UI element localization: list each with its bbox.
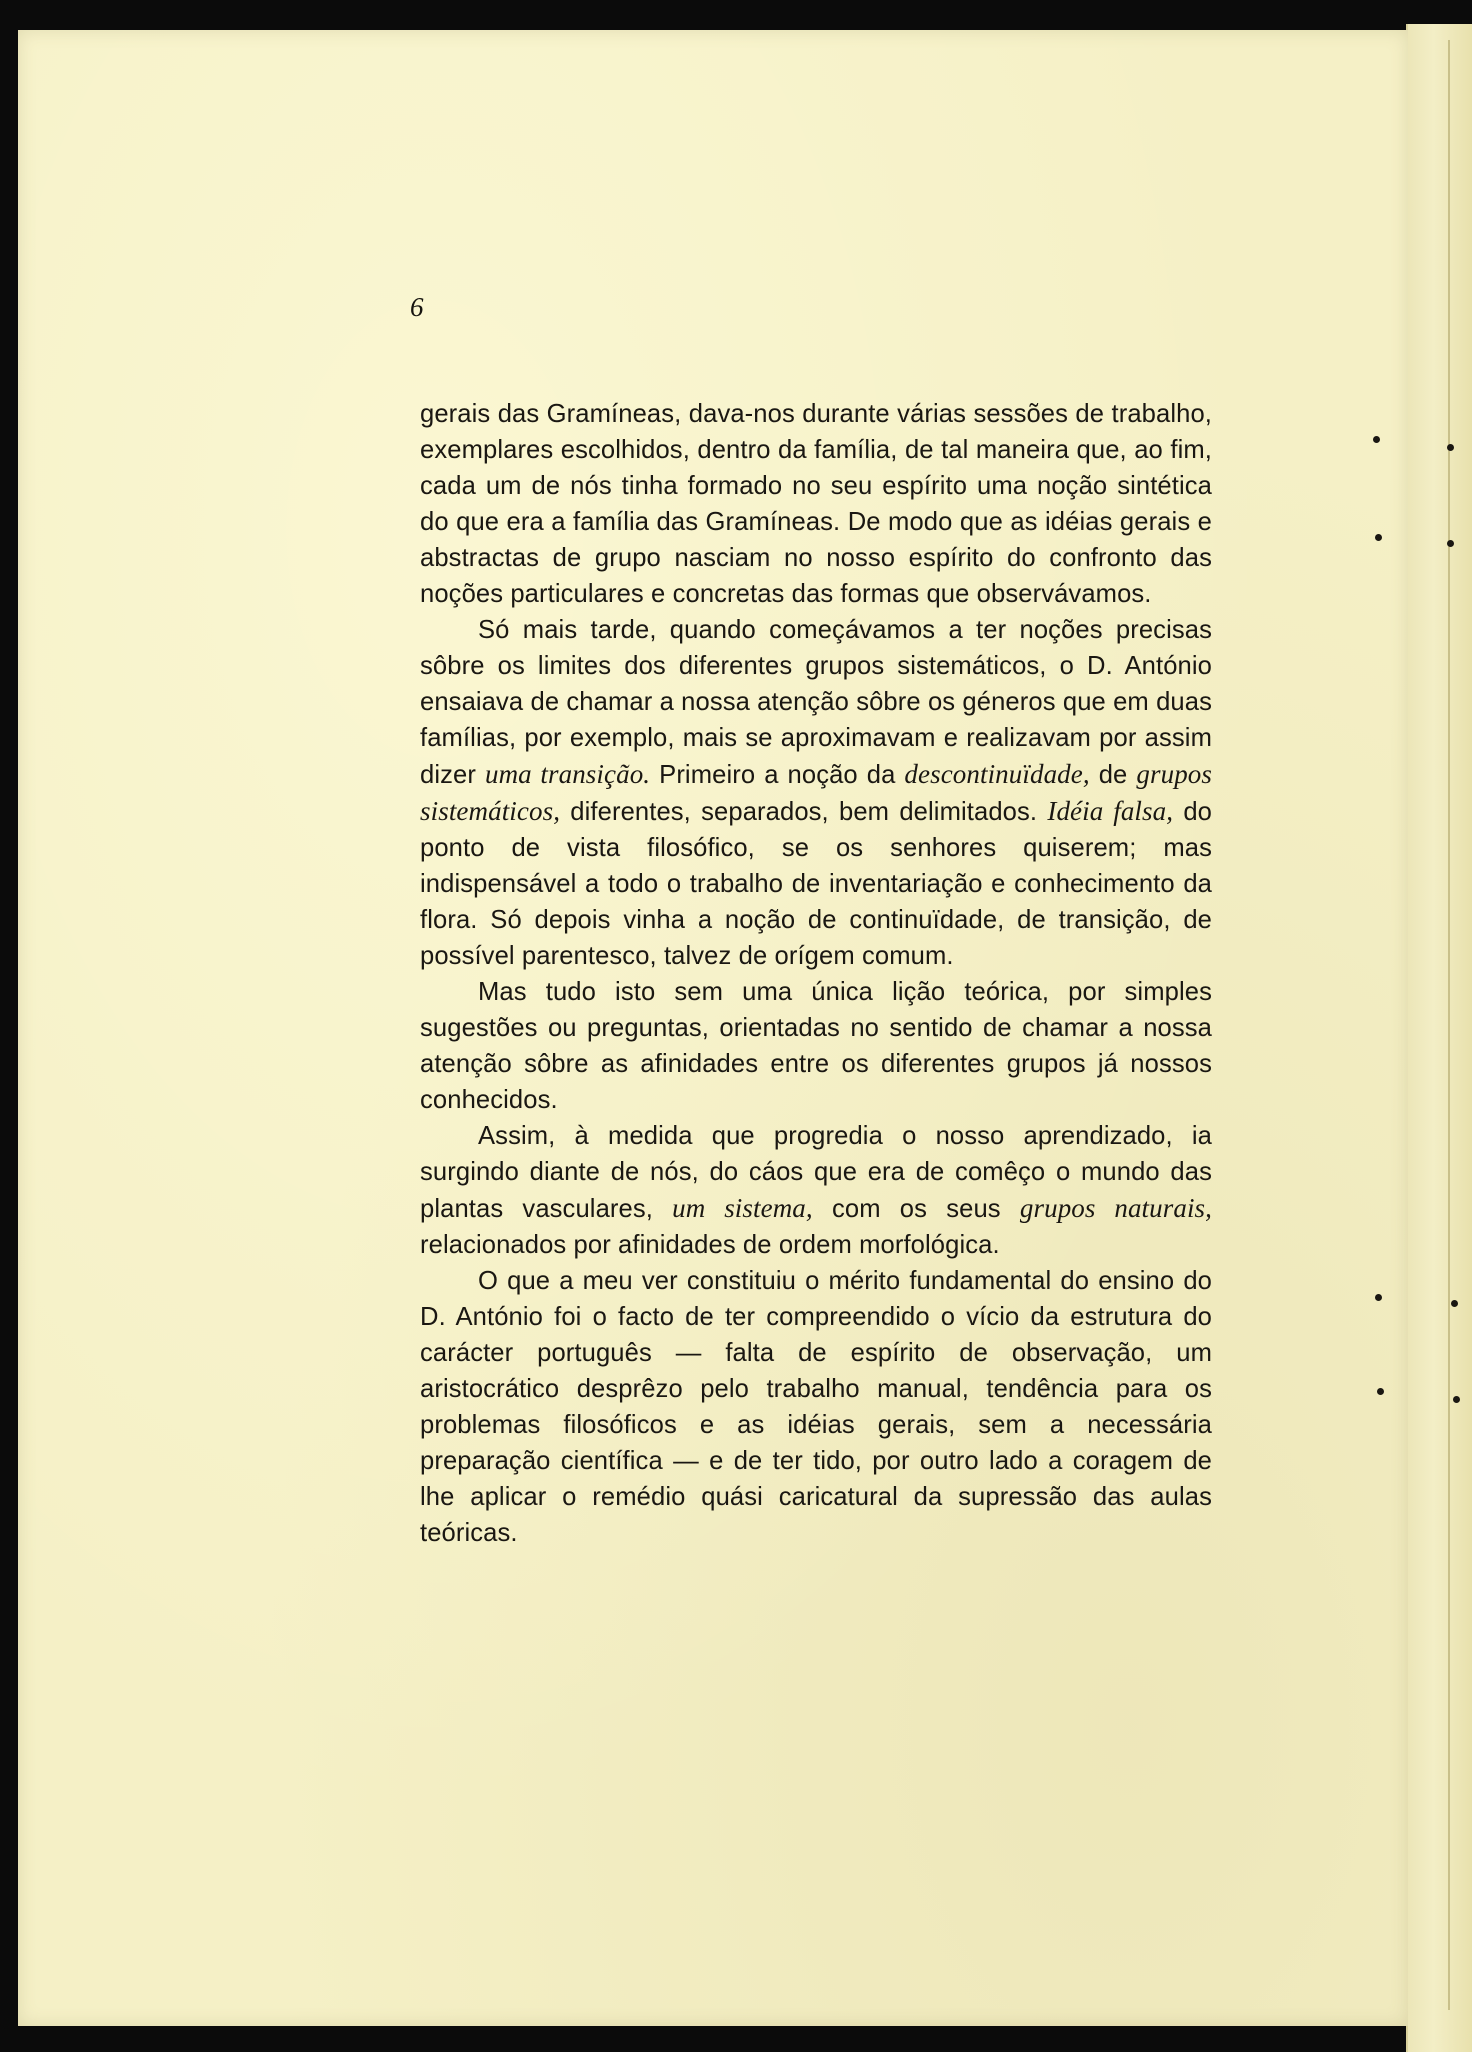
text-run: Só mais tarde, quando começávamos a ter noções precisas sôbre os limites dos diferentes grupos sistemáticos, o D. António ensaiava de chamar a nossa atenção sôbre os géneros que em duas famílias, por exemplo, mais se aproximavam e realizavam por assim dizer — [420, 616, 1212, 789]
text-run: Primeiro a noção da — [650, 761, 905, 789]
scan-speck — [1375, 534, 1382, 541]
page-number: 6 — [410, 292, 424, 322]
italic-text: grupos naturais, — [1019, 1193, 1213, 1223]
paragraph — [420, 396, 1212, 612]
page-fold-line — [1448, 40, 1450, 2010]
scan-speck — [1453, 1396, 1460, 1403]
scan-speck — [1447, 540, 1454, 547]
paragraph — [420, 974, 1212, 1118]
italic-text: uma transição. — [484, 759, 651, 789]
text-run: com os seus — [812, 1195, 1020, 1223]
paragraph — [420, 1263, 1212, 1551]
paragraph — [420, 1118, 1212, 1263]
scan-speck — [1377, 1388, 1384, 1395]
italic-text: descontinuïdade, — [904, 759, 1090, 789]
text-run: O que a meu ver constituiu o mérito fundamental do ensino do D. António foi o facto de ter compreendido o vício da estrutura do carácter português — falta de espírito de observação, um aristocrático desprêzo pelo trabalho manual, tendência para os problemas filosóficos e as idéias gerais, sem a necessária preparação científica — e de ter tido, por outro lado a coragem de lhe aplicar o remédio quási caricatural da supressão das aulas teóricas. — [420, 1267, 1212, 1547]
text-run: de — [1089, 761, 1137, 789]
document-page — [18, 30, 1408, 2026]
scan-speck — [1375, 1294, 1382, 1301]
text-run: Mas tudo isto sem uma única lição teórica, por simples sugestões ou preguntas, orientadas no sentido de chamar a nossa atenção sôbre as afinidades entre os diferentes grupos já nossos conhecidos. — [420, 978, 1212, 1114]
italic-text: um sistema, — [672, 1193, 813, 1223]
text-run: relacionados por afinidades de ordem morfológica. — [420, 1231, 1000, 1259]
adjacent-page-edge — [1406, 24, 1472, 2052]
scan-speck — [1447, 444, 1454, 451]
text-run: gerais das Gramíneas, dava-nos durante várias sessões de trabalho, exemplares escolhidos, dentro da família, de tal maneira que, ao fim, cada um de nós tinha formado no seu espírito uma noção sintética do que era a família das Gramíneas. De modo que as idéias gerais e abstractas de grupo nasciam no nosso espírito do confronto das noções particulares e concretas das formas que observávamos. — [420, 400, 1212, 608]
text-run: Assim, à medida que progredia o nosso aprendizado, ia surgindo diante de nós, do cáos que era de comêço o mundo das plantas vasculares, — [420, 1122, 1212, 1223]
body-text — [420, 396, 1212, 1551]
italic-text: grupos sistemáticos, — [420, 759, 1213, 826]
italic-text: Idéia falsa, — [1047, 796, 1174, 826]
scan-speck — [1373, 436, 1380, 443]
text-run: diferentes, separados, bem delimitados. — [560, 798, 1048, 826]
text-run: do ponto de vista filosófico, se os senhores quiserem; mas indispensável a todo o trabalho de inventariação e conhecimento da flora. Só depois vinha a noção de continuïdade, de transição, de possível parentesco, talvez de orígem comum. — [420, 798, 1212, 970]
paragraph — [420, 612, 1212, 974]
scan-speck — [1451, 1300, 1458, 1307]
